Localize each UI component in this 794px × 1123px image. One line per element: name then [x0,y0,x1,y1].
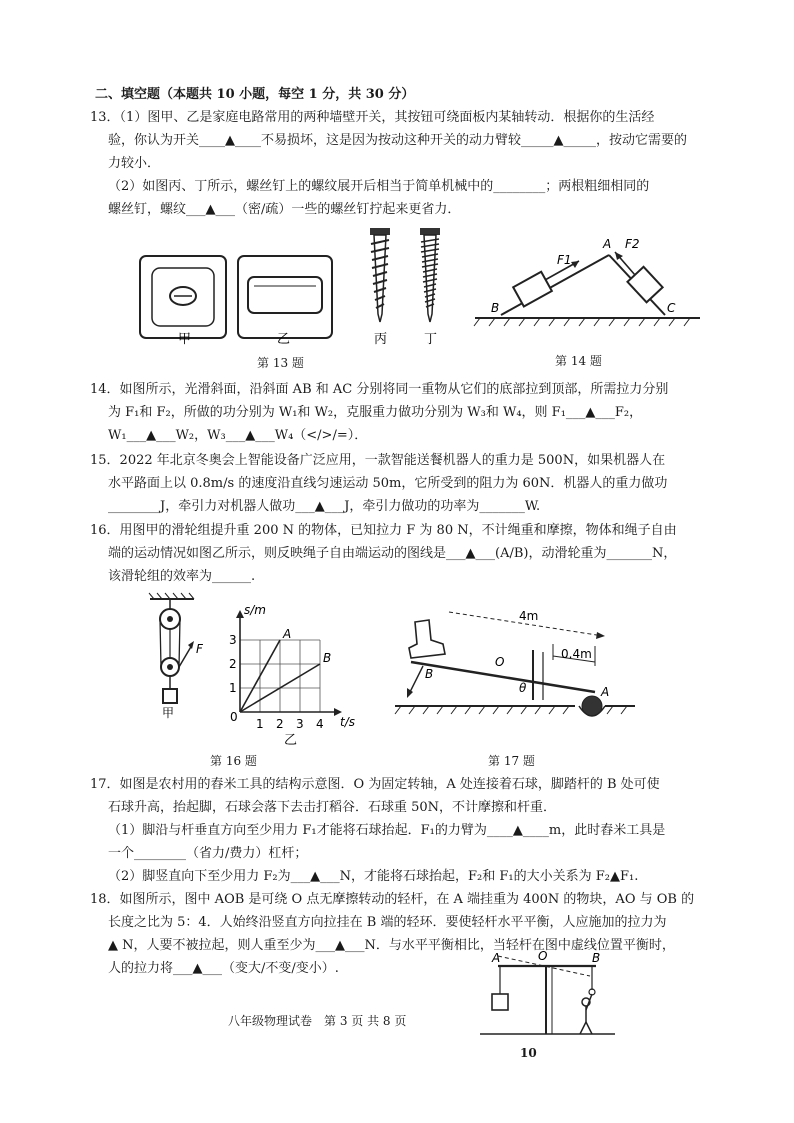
q13-line2: 验，你认为开关____▲____不易损坏，这是因为按动这种开关的动力臂较_____▲_____，按动它需要的 [108,133,687,148]
load-block [163,689,177,703]
figure-13 [130,222,490,352]
fig13-caption: 第 13 题 [257,356,304,370]
q18-line1: 18．如图所示，图中 AOB 是可绕 O 点无摩擦转动的轻杆，在 A 端挂重为 400N 的物块，AO 与 OB 的 [90,892,695,907]
q16-line1: 16．用图甲的滑轮组提升重 200 N 的物体，已知拉力 F 为 80 N，不计绳重和摩擦，物体和绳子自由 [90,523,677,538]
origin-label: 0 [230,710,238,724]
q17-line3: （1）脚沿与杆垂直方向至少用力 F₁才能将石球抬起．F₁的力臂为____▲____m，此时舂米工具是 [108,823,666,838]
y-tick-3: 3 [229,633,237,647]
label-force-f: F [196,642,203,656]
figure-16-chart [226,604,356,746]
page-footer: 八年级物理试卷 第 3 页 共 8 页 [228,1014,407,1028]
label-ding: 丁 [424,332,438,347]
label-4m: 4m [519,609,539,623]
q13-line5: 螺丝钉，螺纹___▲___（密/疏）一些的螺丝钉拧起来更省力． [108,202,461,217]
label-jia: 甲 [178,332,192,347]
label-jia-16: 甲 [162,706,175,720]
label-a: A [603,237,612,251]
x-tick-1: 1 [256,717,264,731]
q14-line2: 为 F₁和 F₂，所做的功分别为 W₁和 W₂，克服重力做功分别为 W₃和 W₄，则 F₁___▲___F₂， [108,405,643,420]
label-a-17: A [601,685,610,699]
y-tick-2: 2 [229,657,237,671]
x-axis-label: t/s [340,715,355,729]
q15-line1: 15．2022 年北京冬奥会上智能设备广泛应用，一款智能送餐机器人的重力是 500N，如果机器人在 [90,453,666,468]
q18-line3: ▲ N，人要不被拉起，则人重至少为___▲___N．与水平平衡相比，当轻杆在图中虚线位置平衡时， [108,938,675,953]
q15-line3: ________J，牵引力对机器人做功___▲___J，牵引力做功的功率为_______W. [108,499,541,514]
label-b-17: B [425,667,434,681]
label-bing: 丙 [374,332,388,347]
label-f2: F2 [625,237,640,251]
x-tick-4: 4 [316,717,324,731]
label-o-17: O [495,655,505,669]
fig16-caption: 第 16 题 [210,754,257,768]
page-number-mark: 10 [520,1046,537,1060]
q18-line4: 人的拉力将___▲___（变大/不变/变小）. [108,961,339,976]
label-c: C [667,301,676,315]
q14-line1: 14．如图所示，光滑斜面，沿斜面 AB 和 AC 分别将同一重物从它们的底部拉到顶部，所需拉力分别 [90,382,669,397]
x-tick-3: 3 [296,717,304,731]
screw-ding [420,228,440,322]
label-yi: 乙 [277,332,291,347]
q17-line5: （2）脚竖直向下至少用力 F₂为___▲___N，才能将石球抬起，F₂和 F₁的大小关系为 F₂▲F₁. [108,869,639,884]
q15-line2: 水平路面上以 0.8m/s 的速度沿直线匀速运动 50m，它所受到的阻力为 60N．机器人的重力做功 [108,476,668,491]
y-tick-1: 1 [229,681,237,695]
label-yi-16: 乙 [284,733,298,748]
label-04m: 0.4m [561,647,592,661]
label-b-18: B [592,951,601,965]
chart-grid [240,640,320,712]
label-o-18: O [538,949,548,963]
q13-line4: （2）如图丙、丁所示，螺丝钉上的螺纹展开后相当于简单机械中的________；两根粗细相同的 [108,179,650,194]
q14-line3: W₁___▲___W₂，W₃___▲___W₄（</>/=）． [108,428,368,443]
screw-bing [370,228,390,322]
switch-yi-rocker [248,277,322,313]
q17-line4: 一个________（省力/费力）杠杆； [108,846,308,861]
series-a-label: A [283,627,292,641]
q17-line1: 17．如图是农村用的舂米工具的结构示意图．O 为固定转轴，A 处连接着石球，脚踏杆的 B 处可使 [90,777,660,792]
person [580,994,592,1034]
label-theta: θ [519,681,527,695]
arrow-f2-17 [409,666,423,694]
label-f1: F1 [557,253,572,267]
weight-block [492,994,508,1010]
q13-line1: 13．（1）图甲、乙是家庭电路常用的两种墙壁开关，其按钮可绕面板内某轴转动．根据你的生活经 [90,110,655,125]
fig17-caption: 第 17 题 [488,754,535,768]
switch-jia-panel [152,268,214,326]
figure-14 [475,230,705,330]
free-rope [179,645,192,667]
switch-yi-frame [238,256,332,338]
block-on-ab [513,272,552,307]
figure-16-pulley [148,593,208,718]
q16-line2: 端的运动情况如图乙所示，则反映绳子自由端运动的图线是___▲___(A/B)，动滑轮重为_______N， [108,546,677,561]
label-a-18: A [492,951,501,965]
q18-line2: 长度之比为 5：4．人始终沿竖直方向拉挂在 B 端的轻环．要使轻杆水平平衡，人应施加的拉力为 [108,915,667,930]
q13-line3: 力较小． [108,156,161,171]
series-b-label: B [323,651,332,665]
foot [409,620,445,658]
y-axis-label: s/m [244,603,266,617]
figure-18 [480,950,620,1045]
x-tick-2: 2 [276,717,284,731]
q17-line2: 石球升高，抬起脚，石球会落下去击打稻谷．石球重 50N，不计摩擦和杆重． [108,800,557,815]
figure-17 [395,600,640,725]
section-heading: 二、填空题（本题共 10 小题，每空 1 分，共 30 分） [95,87,415,102]
fig14-caption: 第 14 题 [555,354,602,368]
q16-line3: 该滑轮组的效率为______. [108,569,256,584]
label-b: B [491,301,500,315]
